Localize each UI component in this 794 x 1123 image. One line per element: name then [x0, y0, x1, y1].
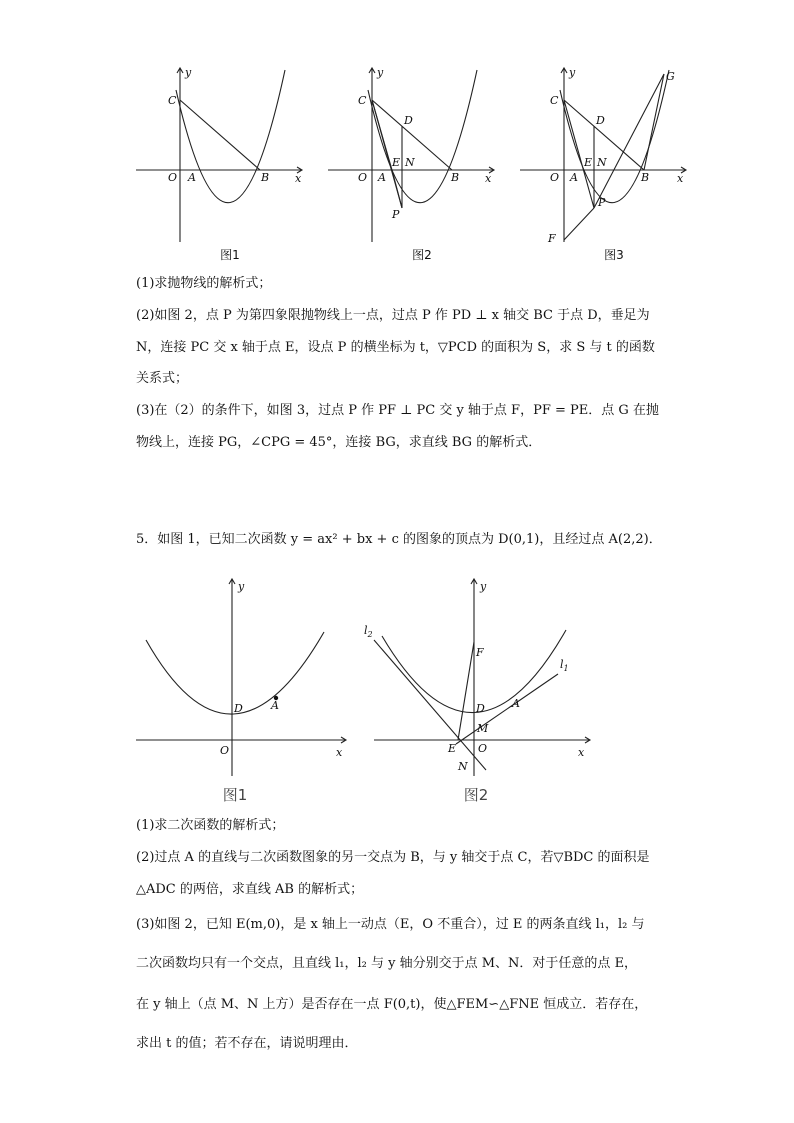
label-a: A: [271, 699, 279, 712]
figure-1-top: [130, 60, 310, 245]
p5-q3-line2: 二次函数均只有一个交点，且直线 l₁，l₂ 与 y 轴分别交于点 M、N．对于任意的点 E，: [136, 956, 638, 971]
label-c: C: [358, 94, 367, 107]
segment-ep: [392, 170, 402, 208]
segment-cp: [564, 100, 594, 208]
label-x: x: [295, 172, 302, 185]
p5-q3-line1: (3)如图 2，已知 E(m,0)，是 x 轴上一动点（E，O 不重合），过 E 的两条直线 l₁，l₂ 与: [136, 917, 645, 932]
label-n: N: [458, 760, 468, 773]
label-a: A: [512, 697, 520, 710]
label-b: B: [261, 171, 270, 184]
p5-intro: 5．如图 1，已知二次函数 y = ax² + bx + c 的图象的顶点为 D(0,1)，且经过点 A(2,2)．: [136, 532, 662, 547]
label-x: x: [336, 746, 343, 759]
figure-1-bottom: [134, 574, 364, 784]
label-n: N: [405, 156, 415, 169]
parabola-diagram-2: [322, 60, 502, 245]
line-l2: [374, 640, 486, 770]
label-o: O: [478, 742, 488, 755]
figure-3-top: [514, 60, 694, 245]
label-d: D: [476, 702, 485, 715]
label-l1-sub: 1: [563, 664, 569, 673]
label-a: A: [188, 171, 196, 184]
label-e: E: [584, 156, 593, 169]
figure-2-bottom: [360, 574, 600, 784]
label-x: x: [578, 746, 585, 759]
label-d: D: [234, 702, 243, 715]
p4-q2-line3: 关系式；: [136, 371, 189, 386]
figure-2-top: [322, 60, 502, 245]
label-l1-main: l: [560, 658, 564, 671]
label-b: B: [641, 171, 650, 184]
label-c: C: [550, 94, 559, 107]
p4-q3-line2: 物线上，连接 PG，∠CPG = 45°，连接 BG，求直线 BG 的解析式．: [136, 435, 542, 450]
tangent-lines-diagram: [360, 574, 600, 784]
caption-fig1-bottom: 图1: [222, 786, 248, 804]
label-y: y: [377, 66, 384, 79]
label-a: A: [570, 171, 578, 184]
p5-q1: (1)求二次函数的解析式；: [136, 818, 285, 833]
label-f: F: [476, 646, 484, 659]
label-d: D: [596, 114, 605, 127]
label-o: O: [220, 744, 230, 757]
label-y: y: [480, 580, 487, 593]
label-p: P: [598, 196, 606, 209]
p4-q2-line1: (2)如图 2，点 P 为第四象限抛物线上一点，过点 P 作 PD ⊥ x 轴交 BC 于点 D，垂足为: [136, 308, 650, 323]
label-n: N: [597, 156, 607, 169]
label-o: O: [358, 171, 368, 184]
label-l2-main: l: [364, 624, 368, 637]
p4-q1: (1)求抛物线的解析式；: [136, 276, 272, 291]
caption-fig1-top: 图1: [220, 248, 240, 262]
label-m: M: [477, 722, 489, 735]
label-l1: [560, 658, 569, 673]
caption-fig2-bottom: 图2: [463, 786, 489, 804]
segment-pf: [564, 208, 594, 240]
segment-ef: [458, 642, 474, 740]
segment-pg: [594, 74, 664, 208]
segment-ce: [372, 100, 392, 170]
label-f: F: [548, 232, 556, 245]
parabola-diagram-3: [514, 60, 694, 245]
p5-q3-line4: 求出 t 的值；若不存在，请说明理由．: [136, 1036, 358, 1051]
label-l2: [364, 624, 373, 639]
parabola-diagram: [130, 60, 310, 245]
label-o: O: [550, 171, 560, 184]
label-e: E: [448, 742, 457, 755]
caption-fig3-top: 图3: [604, 248, 624, 262]
label-y: y: [238, 580, 245, 593]
label-o: O: [168, 171, 178, 184]
p4-q2-line2: N，连接 PC 交 x 轴于点 E，设点 P 的横坐标为 t，▽PCD 的面积为 S，求 S 与 t 的函数: [136, 340, 655, 355]
segment-cb: [180, 100, 260, 170]
label-y: y: [185, 66, 192, 79]
label-y: y: [569, 66, 576, 79]
label-l2-sub: 2: [367, 630, 373, 639]
label-e: E: [392, 156, 401, 169]
label-a: A: [378, 171, 386, 184]
p5-q2-line1: (2)过点 A 的直线与二次函数图象的另一交点为 B，与 y 轴交于点 C，若▽BDC 的面积是: [136, 850, 650, 865]
p4-q3-line1: (3)在（2）的条件下，如图 3，过点 P 作 PF ⊥ PC 交 y 轴于点 F，PF = PE．点 G 在抛: [136, 403, 659, 418]
parabola-vertex-diagram: [134, 574, 364, 784]
label-x: x: [677, 172, 684, 185]
label-p: P: [392, 208, 400, 221]
p5-q3-line3: 在 y 轴上（点 M、N 上方）是否存在一点 F(0,t)，使△FEM∽△FNE 恒成立．若存在，: [136, 997, 648, 1012]
label-c: C: [168, 94, 177, 107]
label-g: G: [666, 70, 675, 83]
segment-bg: [644, 74, 664, 170]
line-l1: [456, 674, 558, 744]
label-d: D: [404, 114, 413, 127]
caption-fig2-top: 图2: [412, 248, 432, 262]
label-b: B: [451, 171, 460, 184]
p5-q2-line2: △ADC 的两倍，求直线 AB 的解析式；: [136, 882, 364, 897]
label-x: x: [485, 172, 492, 185]
